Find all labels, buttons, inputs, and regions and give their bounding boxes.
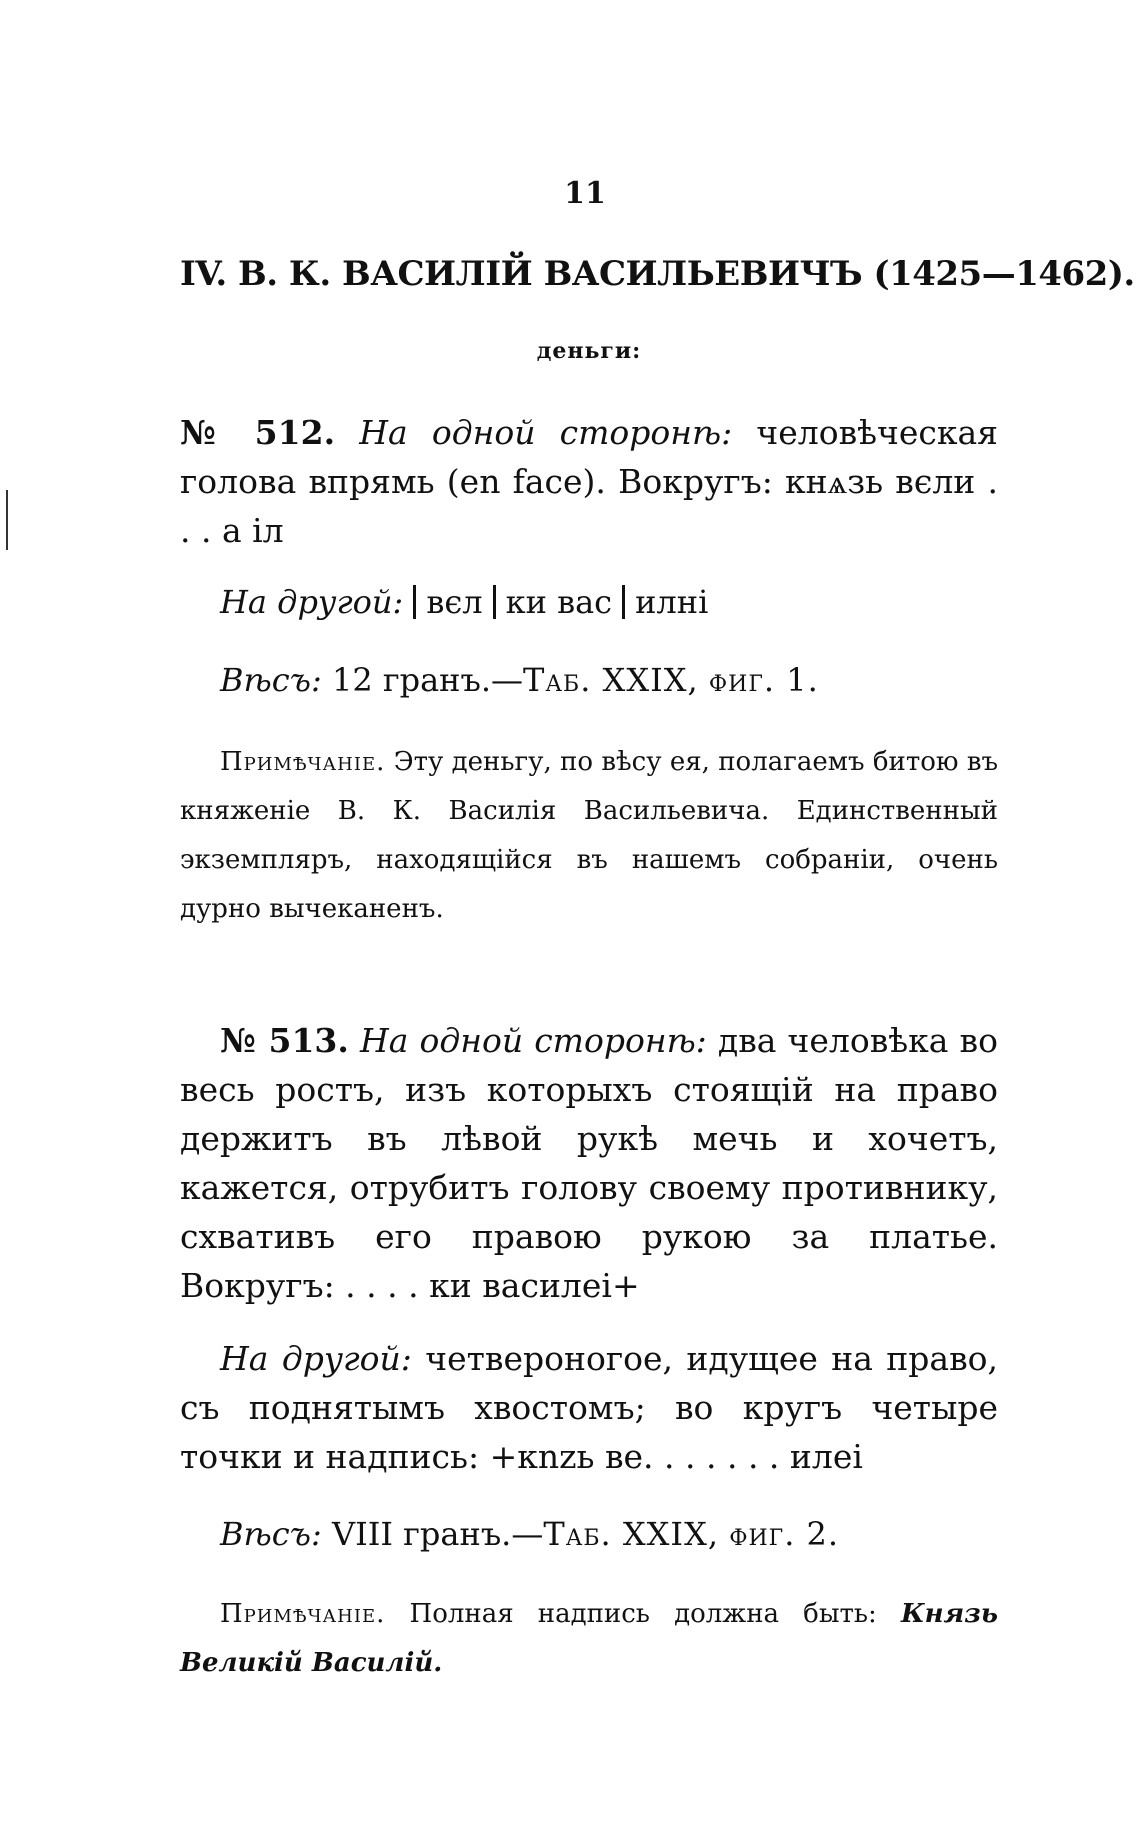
note-italic-text: Князь Великій Василій. — [180, 1599, 998, 1678]
separator-bar — [413, 585, 416, 619]
section-subheading: деньги: — [536, 338, 642, 364]
weight-label: Вѣсъ: — [220, 1515, 322, 1553]
entry-512-weight — [180, 658, 998, 702]
entry-513-reverse — [180, 1334, 998, 1481]
weight-value: VIII гранъ.— — [331, 1515, 544, 1553]
table-label: Таб. XXIX, — [543, 1515, 720, 1553]
page-number: 11 — [564, 176, 606, 211]
entry-513-note — [180, 1590, 998, 1688]
section-heading: IV. В. К. ВАСИЛІЙ ВАСИЛЬЕВИЧЪ (1425—1462). — [180, 254, 1135, 294]
obverse-text: два человѣка во весь ростъ, изъ которыхъ стоящій на право держитъ въ лѣвой рукѣ мечь и хочетъ, кажется, отрубитъ голову своему противнику, схвативъ его правою рукою за платье. Вокругъ: . . . . ки василеі+ — [180, 1021, 998, 1305]
entry-512-note — [180, 738, 998, 934]
reverse-part: ки вас — [505, 583, 613, 621]
weight-value: 12 гранъ.— — [331, 661, 524, 699]
reverse-part: илні — [635, 583, 709, 621]
entry-number: № 512. — [180, 413, 336, 452]
separator-bar — [493, 585, 496, 619]
figure-label: фиг. 1. — [708, 661, 819, 699]
figure-label: фиг. 2. — [729, 1515, 840, 1553]
entry-512-obverse — [180, 408, 998, 555]
reverse-label: На другой: — [220, 1339, 412, 1378]
weight-label: Вѣсъ: — [220, 661, 322, 699]
reverse-part: вєл — [426, 583, 483, 621]
entry-513-obverse — [180, 1016, 998, 1310]
separator-bar — [622, 585, 625, 619]
entry-512-reverse — [180, 580, 998, 624]
obverse-label: На одной сторонѣ: — [359, 1021, 707, 1060]
note-label: Примѣчаніе. — [220, 1599, 386, 1629]
reverse-text: четвероногое, идущее на право, съ поднятымъ хвостомъ; во кругъ четыре точки и надпись: +кnzь ве. . . . . . . илеі — [180, 1339, 998, 1476]
entry-number: № 513. — [220, 1021, 349, 1060]
note-text: Эту деньгу, по вѣсу ея, полагаемъ битою въ княженіе В. К. Василія Васильевича. Единственный экземпляръ, находящійся въ нашемъ собраніи, очень дурно вычеканенъ. — [180, 747, 998, 924]
scan-edge-mark — [6, 490, 8, 550]
entry-513-weight — [180, 1512, 998, 1556]
note-text: Полная надпись должна быть: — [409, 1599, 877, 1629]
table-label: Таб. XXIX, — [523, 661, 699, 699]
reverse-label: На другой: — [220, 583, 404, 621]
obverse-text: человѣческая голова впрямь (en face). Вокругъ: кнѧзь вєли . . . а іл — [180, 413, 998, 550]
note-label: Примѣчаніе. — [220, 747, 386, 777]
obverse-label: На одной сторонѣ: — [359, 413, 733, 452]
